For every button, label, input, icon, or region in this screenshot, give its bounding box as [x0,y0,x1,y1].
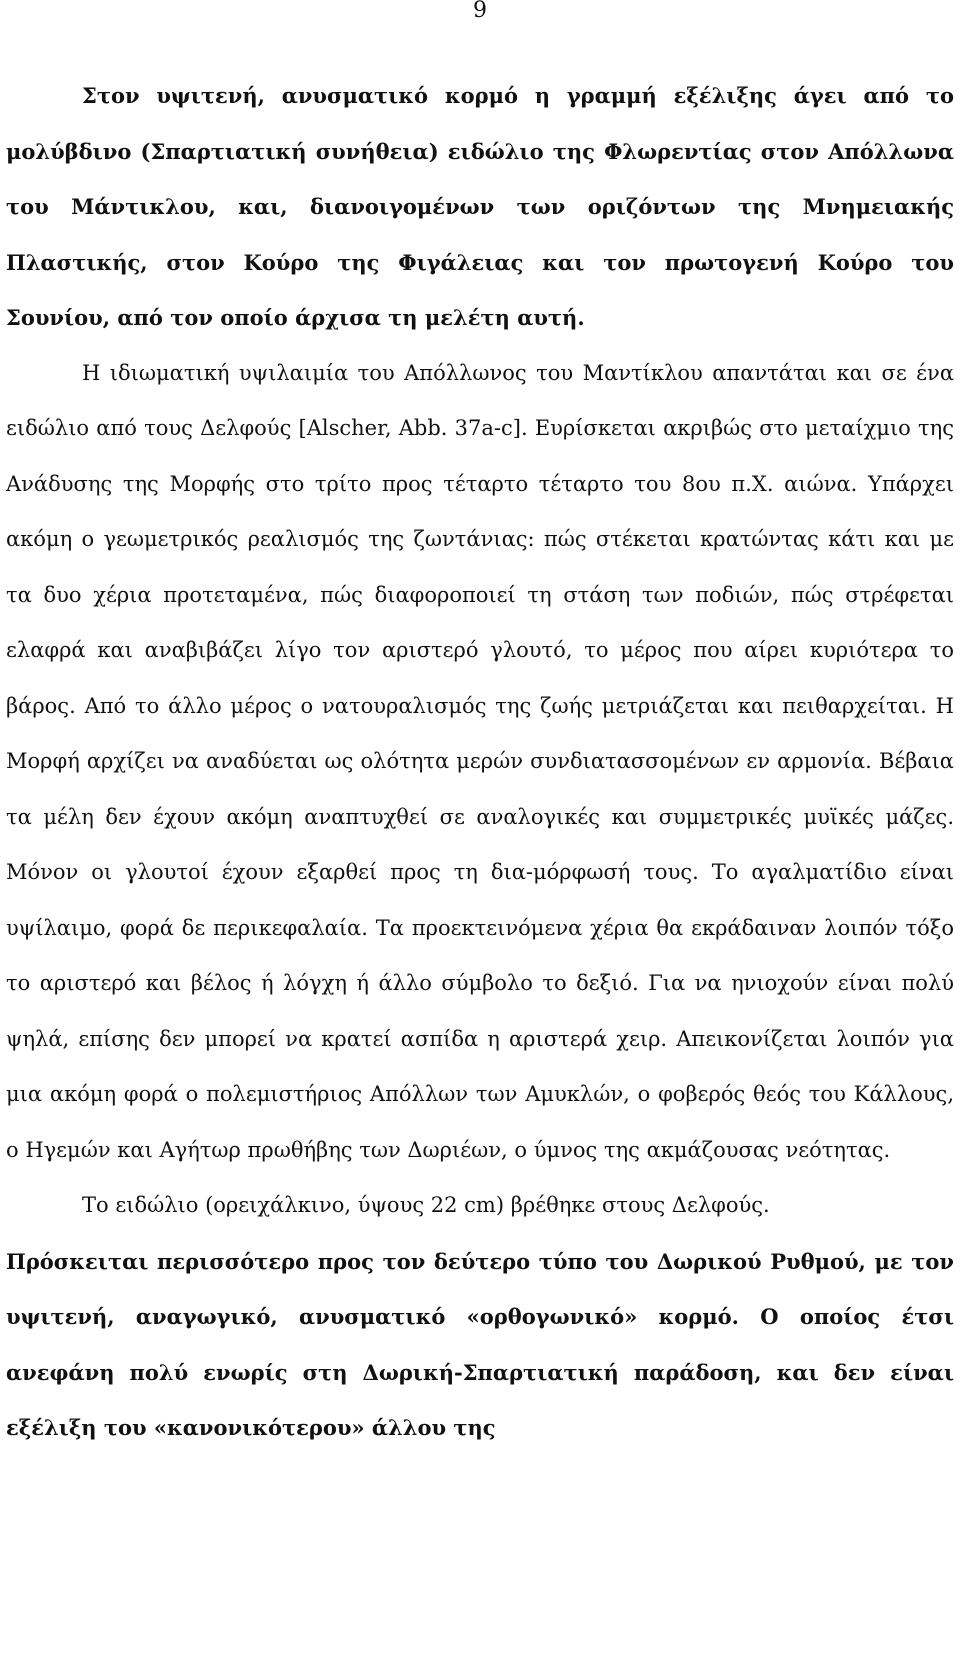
paragraph-figurine-details: Το ειδώλιο (ορειχάλκινο, ύψους 22 cm) βρέθηκε στους Δελφούς. [82,1193,770,1217]
page-number: 9 [473,0,487,23]
paragraph-delphi-figurine: Η ιδιωματική υψιλαιμία του Απόλλωνος του Μαντίκλου απαντάται και σε ένα ειδώλιο από τους Δελφούς [Alscher, Abb. 37a-c]. Ευρίσκεται ακριβώς στο μεταίχμιο της Ανάδυσης της Μορφής στο τρίτο προς τέταρτο τέταρτο του 8ου π.Χ. αιώνα. Υπάρχει ακόμη ο γεωμετρικός ρεαλισμός της ζωντάνιας: πώς στέκεται κρατώντας κάτι και με τα δυο χέρια προτεταμένα, πώς διαφοροποιεί τη στάση των ποδιών, πώς στρέφεται ελαφρά και αναβιβάζει λίγο τον αριστερό γλουτό, το μέρος που αίρει κυριότερα το βάρος. Από το άλλο μέρος ο νατουραλισμός της ζωής μετριάζεται και πειθαρχείται. Η Μορφή αρχίζει να αναδύεται ως ολότητα μερών συνδιατασσομένων εν αρμονία. Βέβαια τα μέλη δεν έχουν ακόμη αναπτυχθεί σε αναλογικές και συμμετρικές μυϊκές μάζες. Μόνον οι γλουτοί έχουν εξαρθεί προς τη δια-μόρφωσή τους. Το αγαλματίδιο είναι υψίλαιμο, φορά δε περικεφαλαία. Τα προεκτεινόμενα χέρια θα εκράδαιναν λοιπόν τόξο το αριστερό και βέλος ή λόγχη ή άλλο σύμβολο το δεξιό. Για να ηνιοχούν είναι πολύ ψηλά, επίσης δεν μπορεί να κρατεί ασπίδα η αριστερά χειρ. Απεικονίζεται λοιπόν για μια ακόμη φορά ο πολεμιστήριος Απόλλων των Αμυκλών, ο φοβερός θεός του Κάλλους, ο Ηγεμών και Αγήτωρ πρωθήβης των Δωριέων, ο ύμνος της ακμάζουσας νεότητας. [6,360,954,1162]
paragraph-opening-bold: Στον υψιτενή, ανυσματικό κορμό η γραμμή εξέλιξης άγει από το μολύβδινο (Σπαρτιατική συνήθεια) ειδώλιο της Φλωρεντίας στον Απόλλωνα του Μάντικλου, και, διανοιγομένων των οριζόντων της Μνημειακής Πλαστικής, στον Κούρο της Φιγάλειας και τον πρωτογενή Κούρο του Σουνίου, από τον οποίο άρχισα τη μελέτη αυτή. [6,83,954,330]
paragraph-doric-rhythm-bold: Πρόσκειται περισσότερο προς τον δεύτερο τύπο του Δωρικού Ρυθμού, με τον υψιτενή, αναγωγικό, ανυσματικό «ορθογωνικό» κορμό. Ο οποίος έτσι ανεφάνη πολύ ενωρίς στη Δωρική-Σπαρτιατική παράδοση, και δεν είναι εξέλιξη του «κανονικότερου» άλλου της [6,1248,954,1440]
document-body [6,68,954,1456]
